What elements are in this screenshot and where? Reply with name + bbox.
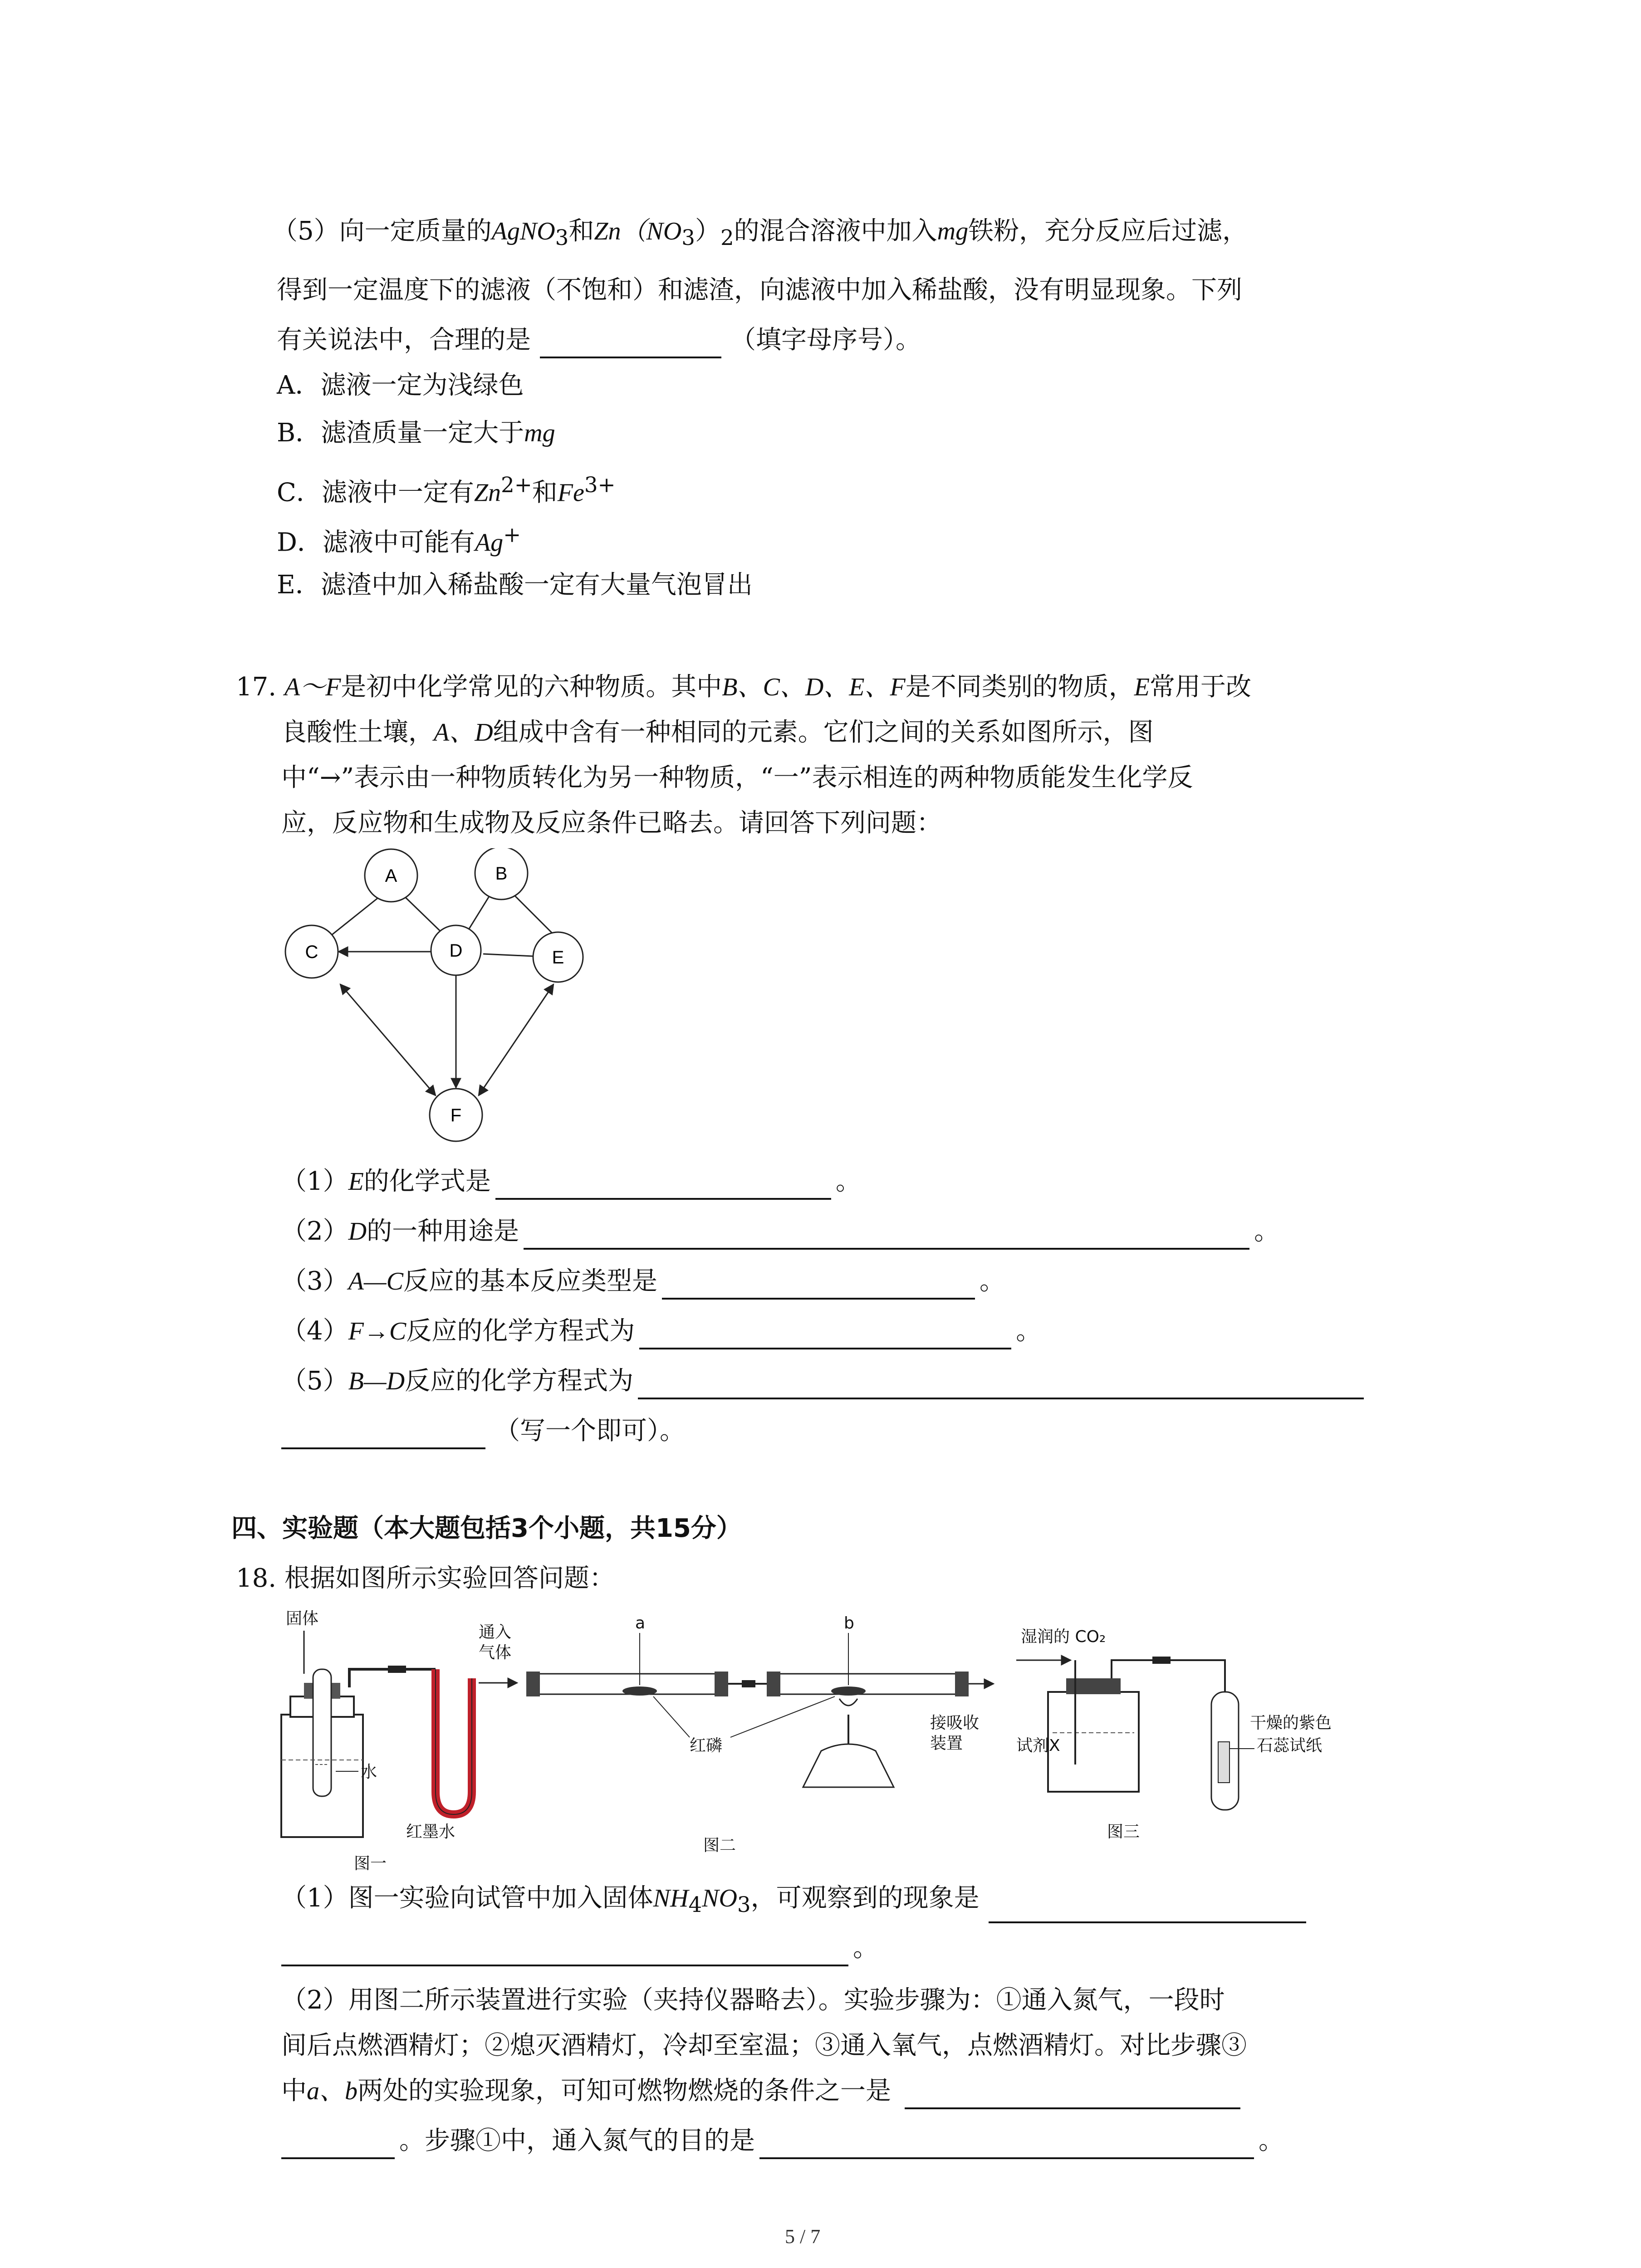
label-b: b <box>844 1615 854 1633</box>
text: A—C <box>348 1267 403 1295</box>
node-label: E <box>552 948 564 968</box>
answer-blank[interactable] <box>281 1420 485 1449</box>
question-number: 18. <box>236 1564 277 1593</box>
label-red-phosphorus: 红磷 <box>690 1736 723 1755</box>
text: 的化学式是 <box>363 1167 491 1196</box>
figure-3-apparatus <box>1012 1615 1357 1869</box>
tube-b <box>778 1674 960 1694</box>
q17-line2 <box>281 714 1154 751</box>
pointer-line <box>653 1696 690 1737</box>
text: 良酸性土壤， <box>281 718 434 747</box>
q18-sub2-line3 <box>281 2073 1240 2109</box>
stopper <box>767 1672 780 1696</box>
arrow-f-e <box>479 984 554 1095</box>
arrow-c-f <box>340 984 436 1095</box>
q18-sub1-cont <box>281 1930 878 1966</box>
q18-sub2-line2: 间后点燃酒精灯；②熄灭酒精灯，冷却至室温；③通入氧气，点燃酒精灯。对比步骤③ <box>281 2031 1247 2060</box>
text: （1） <box>281 1167 348 1196</box>
text: 。 <box>853 1933 878 1963</box>
node-label: D <box>449 941 463 961</box>
q17-line3: 中“→”表示由一种物质转化为另一种物质，“一”表示相连的两种物质能发生化学反 <box>281 763 1193 792</box>
node-c <box>285 925 338 978</box>
text: 的混合溶液中加入 <box>734 216 937 246</box>
text: 和 <box>532 478 558 508</box>
label-litmus: 石蕊试纸 <box>1257 1736 1323 1755</box>
subscript: 3 <box>555 226 569 251</box>
text: F→C <box>348 1317 407 1345</box>
answer-blank[interactable] <box>281 1937 848 1966</box>
tube-joint <box>388 1666 406 1673</box>
label-litmus: 干燥的紫色 <box>1250 1714 1332 1732</box>
answer-blank[interactable] <box>662 1271 975 1300</box>
figure-2-apparatus <box>476 1615 998 1869</box>
ion-zn: Zn <box>474 479 501 507</box>
node-a <box>365 849 417 902</box>
text: 反应的化学方程式为 <box>406 1316 635 1346</box>
label-solid: 固体 <box>286 1609 319 1628</box>
red-phosphorus-b <box>831 1686 866 1696</box>
label-absorb: 装置 <box>930 1734 963 1753</box>
q18-sub2-line4 <box>281 2123 1284 2159</box>
litmus-paper <box>1218 1742 1230 1783</box>
q18-intro <box>236 1560 615 1597</box>
label-absorb: 接吸收 <box>930 1714 980 1732</box>
text: A、D <box>434 719 493 747</box>
text: B．滤渣质量一定大于 <box>277 418 524 448</box>
text: E <box>1134 673 1150 701</box>
text: C．滤液中一定有 <box>277 478 474 508</box>
text: 常用于改 <box>1149 672 1251 702</box>
text: （1）图一实验向试管中加入固体 <box>281 1883 653 1913</box>
q17-sub5-cont <box>281 1413 685 1449</box>
tube-joint <box>742 1680 755 1687</box>
q16-5-option-e: E．滤渣中加入稀盐酸一定有大量气泡冒出 <box>277 570 753 600</box>
text: E <box>348 1168 364 1196</box>
q17-line1 <box>236 669 1251 705</box>
subscript: 4 <box>688 1893 702 1918</box>
u-tube-red-ink <box>436 1669 472 1814</box>
node-label: B <box>495 864 508 884</box>
q16-5-option-b <box>277 415 555 451</box>
q17-sub5 <box>281 1363 1368 1399</box>
mass-symbol: mg <box>937 217 969 245</box>
answer-blank[interactable] <box>540 329 721 358</box>
q16-5-line1 <box>272 213 1248 256</box>
answer-blank[interactable] <box>524 1221 1249 1250</box>
text: 有关说法中，合理的是 <box>277 325 531 355</box>
flame <box>839 1699 857 1706</box>
q18-sub1 <box>281 1880 1306 1923</box>
q17-sub1 <box>281 1163 861 1200</box>
q16-5-line3 <box>277 322 921 358</box>
stopper <box>715 1672 728 1696</box>
text: （4） <box>281 1316 348 1346</box>
question-number: 17. <box>236 672 277 702</box>
text: 。步骤①中，通入氮气的目的是 <box>399 2126 755 2156</box>
stopper <box>955 1672 969 1696</box>
formula: NH <box>653 1884 689 1912</box>
text: （填字母序号）。 <box>730 325 921 355</box>
ion-ag: Ag <box>475 528 504 557</box>
q17-line4: 应，反应物和生成物及反应条件已略去。请回答下列问题： <box>281 808 942 838</box>
superscript: + <box>503 523 521 547</box>
tube-joint <box>1152 1657 1171 1664</box>
q16-5-line2: 得到一定温度下的滤液（不饱和）和滤渣，向滤液中加入稀盐酸，没有明显现象。下列 <box>277 275 1242 305</box>
label-gas-in: 通入 <box>479 1623 512 1642</box>
text: 组成中含有一种相同的元素。它们之间的关系如图所示，图 <box>493 718 1154 747</box>
text: 的一种用途是 <box>367 1217 519 1246</box>
link-a-d <box>402 894 445 935</box>
figure-1-apparatus <box>272 1606 499 1878</box>
figure-caption: 图一 <box>354 1854 387 1873</box>
text: 铁粉，充分反应后过滤， <box>968 216 1248 246</box>
formula-agno3: AgNO <box>491 217 555 245</box>
text: A～F <box>284 673 341 701</box>
label-wet-co2: 湿润的 CO₂ <box>1021 1628 1106 1646</box>
formula: NO <box>702 1884 737 1912</box>
figure-caption: 图三 <box>1107 1823 1140 1841</box>
node-e <box>533 932 583 982</box>
text: 。 <box>1259 2126 1284 2156</box>
q17-sub4 <box>281 1313 1041 1349</box>
label-gas-in: 气体 <box>479 1643 512 1662</box>
text: 。 <box>1016 1316 1042 1346</box>
link-d-e <box>483 954 533 956</box>
text: D <box>348 1217 367 1246</box>
node-label: A <box>385 866 397 886</box>
q18-sub2-line1: （2）用图二所示装置进行实验（夹持仪器略去）。实验步骤为：①通入氮气，一段时 <box>281 1985 1225 2015</box>
node-b <box>475 848 528 899</box>
section-heading: 四、实验题（本大题包括3个小题，共15分） <box>231 1514 742 1543</box>
text: ，可观察到的现象是 <box>750 1883 980 1913</box>
node-d <box>431 925 481 975</box>
outlet-tube <box>1112 1660 1225 1692</box>
label-a: a <box>635 1615 646 1633</box>
u-tube <box>436 1669 472 1814</box>
text: 反应的基本反应类型是 <box>403 1266 657 1296</box>
label-water: 水 <box>361 1763 377 1781</box>
text: B—D <box>348 1367 405 1395</box>
red-phosphorus-a <box>622 1686 657 1696</box>
q16-5-option-d <box>277 517 521 561</box>
superscript: 3+ <box>584 473 616 498</box>
q17-sub2 <box>281 1213 1279 1250</box>
figure-caption: 图二 <box>703 1836 736 1855</box>
text: （2） <box>281 1217 348 1246</box>
pointer-line <box>730 1696 835 1737</box>
text: 反应的化学方程式为 <box>405 1366 634 1396</box>
text: （写一个即可）。 <box>495 1416 685 1446</box>
answer-blank[interactable] <box>281 2130 395 2159</box>
mass-symbol: mg <box>524 419 555 447</box>
text: ） <box>695 216 720 246</box>
q17-sub3 <box>281 1263 1005 1300</box>
text: 。 <box>980 1266 1005 1296</box>
stopper <box>526 1672 540 1696</box>
q17-relationship-diagram <box>272 848 617 1148</box>
text: （5）向一定质量的 <box>272 216 492 246</box>
text: 。 <box>835 1167 861 1196</box>
test-tube <box>313 1669 331 1796</box>
text: B、C、D、E、F <box>722 673 906 701</box>
answer-blank[interactable] <box>495 1171 831 1200</box>
text: 和 <box>568 216 594 246</box>
text: 是初中化学常见的六种物质。其中 <box>341 672 722 702</box>
page-number: 5 / 7 <box>785 2225 821 2248</box>
answer-blank[interactable] <box>989 1894 1306 1923</box>
q16-5-option-c <box>277 467 616 511</box>
text: D．滤液中可能有 <box>277 528 475 557</box>
gas-washing-bottle <box>1048 1692 1139 1792</box>
text: 中 <box>281 2076 307 2106</box>
superscript: 2+ <box>501 473 532 498</box>
answer-blank[interactable] <box>759 2130 1254 2159</box>
subscript: 3 <box>737 1893 751 1918</box>
answer-blank[interactable] <box>638 1370 1364 1399</box>
answer-blank[interactable] <box>905 2080 1240 2109</box>
text: （3） <box>281 1266 348 1296</box>
formula-zn-no3: Zn（NO <box>594 217 682 245</box>
link-b-e <box>510 891 556 937</box>
answer-blank[interactable] <box>639 1320 1011 1349</box>
q16-5-option-a: A．滤液一定为浅绿色 <box>277 371 524 400</box>
text: （5） <box>281 1366 348 1396</box>
link-a-c <box>327 894 383 939</box>
label-red-ink: 红墨水 <box>406 1823 456 1841</box>
alcohol-lamp <box>803 1744 894 1787</box>
text: 两处的实验现象，可知可燃物燃烧的条件之一是 <box>358 2076 891 2106</box>
subscript: 3 <box>681 226 695 251</box>
ion-fe: Fe <box>557 479 584 507</box>
label-reagent-x: 试剂X <box>1016 1736 1060 1755</box>
node-label: F <box>450 1105 462 1125</box>
text: 是不同类别的物质， <box>905 672 1134 702</box>
text: 根据如图所示实验回答问题： <box>284 1564 615 1593</box>
node-label: C <box>305 942 318 962</box>
subscript: 2 <box>720 226 734 251</box>
node-f <box>430 1089 482 1141</box>
text: 。 <box>1254 1217 1280 1246</box>
text: a、b <box>307 2077 358 2105</box>
